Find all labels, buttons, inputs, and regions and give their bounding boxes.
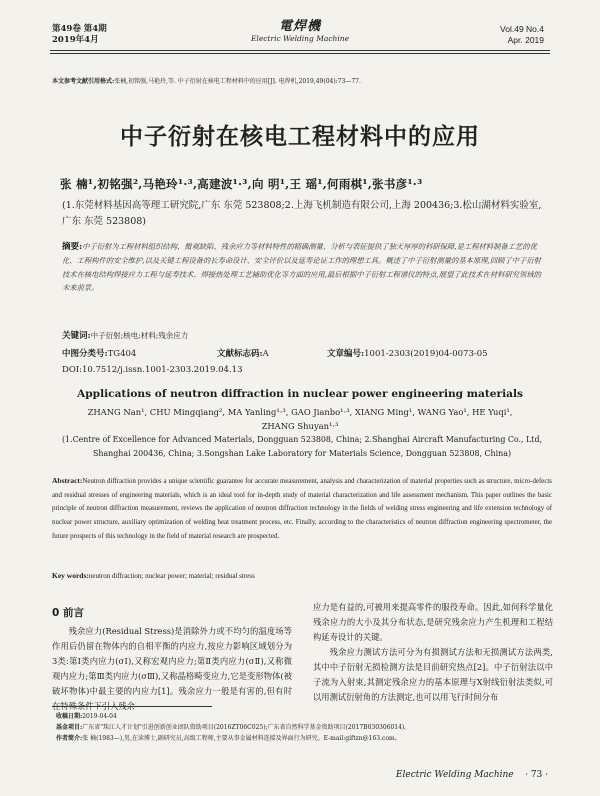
volume-cn: 第49卷 第4期 bbox=[52, 24, 107, 34]
abstract-cn-text: 中子衍射为工程材料组织结构、微观缺陷、残余应力等材料特性的精确测量、分析与表征提供了独天厚厚的科研保障,是工程材料制备工艺的优化、工程构件的安全维护,以及关键工程设备的长寿命设计、安全评价以及延寿论证工作的理想工具。概述了中子衍射测量的基本原理,回顾了中子衍射技术在核电结构焊接应力工程与延寿技术、焊接热处理工艺辅助优化等方面的应用,最后根据中子衍射工程谱仪的特点,展望了此技术在材料研究领域的未来前景。 bbox=[62, 242, 541, 293]
citation-label: 本文参考文献引用格式: bbox=[52, 78, 115, 85]
fund-label: 基金项目: bbox=[56, 724, 83, 731]
authors-en: ZHANG Nan¹, CHU Mingqiang², MA Yanling¹·³, GAO Jianbo¹·³, XIANG Ming¹, WANG Yao¹, HE Yuqi¹, ZHANG Shuyan¹·³ bbox=[87, 407, 513, 431]
doi: DOI:10.7512/j.issn.1001-2303.2019.04.13 bbox=[62, 365, 243, 375]
abstract-en bbox=[52, 474, 552, 544]
header-rule-thin bbox=[50, 53, 550, 54]
affiliations-cn: (1.东莞材料基因高等理工研究院,广东 东莞 523808;2.上海飞机制造有限公司,上海 200436;3.松山湖材料实验室,广东 东莞 523808) bbox=[62, 200, 542, 227]
keywords-en-label: Key words: bbox=[52, 571, 89, 580]
volume-en: Vol.49 No.4 bbox=[500, 24, 544, 34]
received-date bbox=[56, 711, 552, 722]
affiliations-en: (1.Centre of Excellence for Advanced Materials, Dongguan 523808, China; 2.Shanghai Aircraft Manufacturing Co., Ltd, Shanghai 200436, China; 3.Songshan Lake Laboratory for Materials Science, Dongguan 523808, China) bbox=[61, 435, 543, 458]
keywords-cn bbox=[62, 329, 548, 341]
date-en: Apr. 2019 bbox=[507, 35, 544, 45]
keywords-cn-text: 中子衍射;核电;材料;残余应力 bbox=[90, 331, 189, 340]
citation-text: 张楠,初铭强,马艳玲,等. 中子衍射在核电工程材料中的应用[J]. 电焊机,2019,49(04):73—77. bbox=[114, 78, 361, 85]
footnotes bbox=[56, 711, 552, 744]
header-right bbox=[500, 24, 544, 46]
body-left-column bbox=[52, 606, 292, 714]
page-number: · 73 · bbox=[525, 770, 548, 780]
author-bio-label: 作者简介: bbox=[56, 735, 83, 742]
title-en: Applications of neutron diffraction in nuclear power engineering materials bbox=[77, 388, 523, 400]
received-value: 2019-04-04 bbox=[82, 713, 117, 720]
clc-value: TG404 bbox=[107, 349, 137, 359]
doc-code-label: 文献标志码: bbox=[217, 349, 263, 359]
abstract-en-text: Neutron diffraction provides a unique scientific guarantee for accurate measurement, analysis and characterization of material properties such as structure, micro-defects and residual stresses of engineering materials, which is an ideal tool for in-depth study of material characterization and life assessment mechanism. This paper outlines the basic principle of neutron diffraction measurement, reviews the application of neutron diffraction technology in the fields of welding stress engineering and life extension technology of nuclear power structure, auxiliary optimization of welding heat treatment process, etc. Finally, according to the characteristics of neutron diffraction engineering spectrometer, the future prospects of this technology in the field of material research are prospected. bbox=[52, 478, 552, 540]
article-no-value: 1001-2303(2019)04-0073-05 bbox=[364, 349, 488, 359]
author-bio-value: 张 楠(1983—),男,在读博士,副研究员,高级工程师,主要从事金属材料连接及界面行为研究。E-mail:giftzn@163.com。 bbox=[82, 735, 401, 742]
article-no-field bbox=[327, 347, 488, 359]
doc-code-field bbox=[217, 347, 269, 359]
keywords-en-text: neutron diffraction; nuclear power; material; residual stress bbox=[88, 572, 255, 580]
page-footer bbox=[396, 770, 548, 780]
doc-code-value: A bbox=[262, 349, 269, 359]
article-no-label: 文章编号: bbox=[327, 349, 365, 359]
keywords-cn-label: 关键词: bbox=[62, 331, 91, 341]
author-bio bbox=[56, 733, 552, 744]
body-paragraph: 应力是有益的,可被用来提高零件的服役寿命。因此,如何科学量化残余应力的大小及其分布状态,是研究残余应力产生机理和工程结构延寿设计的关键。 bbox=[313, 602, 553, 642]
received-label: 收稿日期: bbox=[56, 713, 83, 720]
date-cn: 2019年4月 bbox=[52, 35, 99, 45]
clc-field bbox=[62, 347, 136, 359]
journal-name-en: Electric Welding Machine bbox=[250, 34, 350, 43]
body-right-column bbox=[313, 600, 553, 705]
abstract-en-label: Abstract: bbox=[52, 476, 83, 485]
footnote-rule bbox=[52, 706, 212, 707]
section-title: 0 前言 bbox=[52, 607, 84, 619]
title-cn: 中子衍射在核电工程材料中的应用 bbox=[120, 124, 480, 150]
journal-logo-cn: 電焊機 bbox=[278, 19, 321, 34]
header-rule bbox=[50, 50, 550, 51]
body-paragraph: 残余应力(Residual Stress)是消除外力或不均匀的温度场等作用后仍留在物体内的自相平衡的内应力,按应力影响区域划分为3类:第Ⅰ类内应力(σⅠ),又称宏观内应力;第Ⅱ类内应力(σⅡ),又称微观内应力;第Ⅲ类内应力(σⅢ),又称晶格畸变应力,它是变形物体(被破坏物体)中最主要的内应力[1]。残余应力一般是有害的,但有时在特殊条件下引入残余 bbox=[52, 626, 292, 711]
citation-line bbox=[52, 77, 552, 86]
body-paragraph: 残余应力测试方法可分为有损测试方法和无损测试方法两类,其中中子衍射无损检测方法是目前研究热点[2]。中子衍射法以中子流为入射束,其测定残余应力的基本原理与X射线衍射法类似,可以用测试衍射角的方法测定,也可以用飞行时间分布 bbox=[313, 647, 553, 702]
clc-label: 中图分类号: bbox=[62, 349, 108, 359]
fund-value: 广东省"珠江人才计划"引进创新创业团队资助项目(2016ZT06C025);广东省自然科学基金资助项目(2017B030306014)。 bbox=[82, 724, 411, 731]
abstract-cn bbox=[62, 240, 548, 295]
authors-cn: 张 楠¹,初铭强²,马艳玲¹·³,高建波¹·³,向 明¹,王 瑶¹,何雨棋¹,张书彦¹·³ bbox=[60, 177, 423, 191]
abstract-cn-label: 摘要: bbox=[62, 242, 83, 252]
fund-info bbox=[56, 722, 552, 733]
footer-journal: Electric Welding Machine bbox=[395, 770, 514, 780]
keywords-en bbox=[52, 571, 552, 580]
